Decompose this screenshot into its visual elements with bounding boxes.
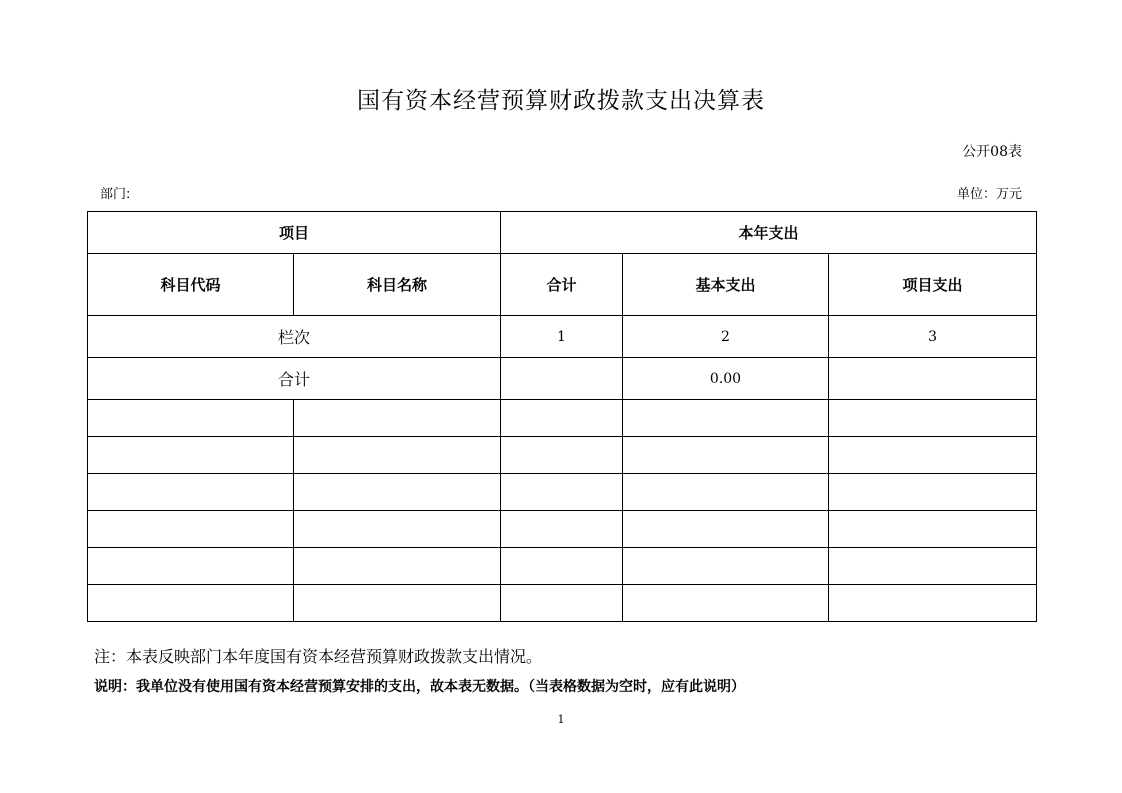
header-project-expense: 项目支出 xyxy=(829,254,1037,316)
page-number: 1 xyxy=(557,713,565,726)
unit-label: 单位：万元 xyxy=(956,187,1022,202)
table-cell xyxy=(88,511,294,548)
table-cell xyxy=(501,400,623,437)
table-cell xyxy=(294,585,501,622)
table-cell xyxy=(294,474,501,511)
table-row xyxy=(88,511,1037,548)
table-cell xyxy=(501,548,623,585)
column-number-project: 3 xyxy=(829,316,1037,358)
table-cell xyxy=(829,400,1037,437)
table-cell xyxy=(294,511,501,548)
table-row xyxy=(88,548,1037,585)
table-cell xyxy=(88,400,294,437)
table-cell xyxy=(501,474,623,511)
department-label: 部门: xyxy=(100,187,131,202)
table-note: 注：本表反映部门本年度国有资本经营预算财政拨款支出情况。 xyxy=(94,647,543,666)
table-cell xyxy=(88,474,294,511)
sum-row xyxy=(88,358,1037,400)
table-cell xyxy=(829,585,1037,622)
table-row xyxy=(88,585,1037,622)
table-cell xyxy=(623,437,829,474)
table-cell xyxy=(501,437,623,474)
column-number-row xyxy=(88,316,1037,358)
table-cell xyxy=(88,437,294,474)
header-row-group xyxy=(88,212,1037,254)
table-cell xyxy=(88,585,294,622)
table-cell xyxy=(623,400,829,437)
page-title: 国有资本经营预算财政拨款支出决算表 xyxy=(357,88,765,114)
form-code: 公开08表 xyxy=(962,144,1022,160)
header-subject-name: 科目名称 xyxy=(294,254,501,316)
table-cell xyxy=(829,548,1037,585)
table-cell xyxy=(829,474,1037,511)
explanation-note: 说明：我单位没有使用国有资本经营预算安排的支出，故本表无数据。（当表格数据为空时，应有此说明） xyxy=(94,679,745,695)
column-number-total: 1 xyxy=(501,316,623,358)
header-subject-code: 科目代码 xyxy=(88,254,294,316)
table-cell xyxy=(88,548,294,585)
sum-total-value xyxy=(501,358,623,400)
header-current-year-expense: 本年支出 xyxy=(501,212,1037,254)
table-cell xyxy=(623,585,829,622)
sum-project-value xyxy=(829,358,1037,400)
table-cell xyxy=(294,548,501,585)
header-total: 合计 xyxy=(501,254,623,316)
table-row xyxy=(88,474,1037,511)
table-cell xyxy=(294,437,501,474)
column-number-basic: 2 xyxy=(623,316,829,358)
table-row xyxy=(88,437,1037,474)
sum-basic-value: 0.00 xyxy=(623,358,829,400)
table-cell xyxy=(623,548,829,585)
table-cell xyxy=(829,437,1037,474)
table-cell xyxy=(501,585,623,622)
column-number-label: 栏次 xyxy=(88,316,501,358)
table-cell xyxy=(623,474,829,511)
table-cell xyxy=(829,511,1037,548)
header-basic-expense: 基本支出 xyxy=(623,254,829,316)
table-cell xyxy=(294,400,501,437)
expenditure-table xyxy=(87,211,1037,622)
table-cell xyxy=(501,511,623,548)
sum-label: 合计 xyxy=(88,358,501,400)
header-item: 项目 xyxy=(88,212,501,254)
table-row xyxy=(88,400,1037,437)
header-row-columns xyxy=(88,254,1037,316)
table-cell xyxy=(623,511,829,548)
